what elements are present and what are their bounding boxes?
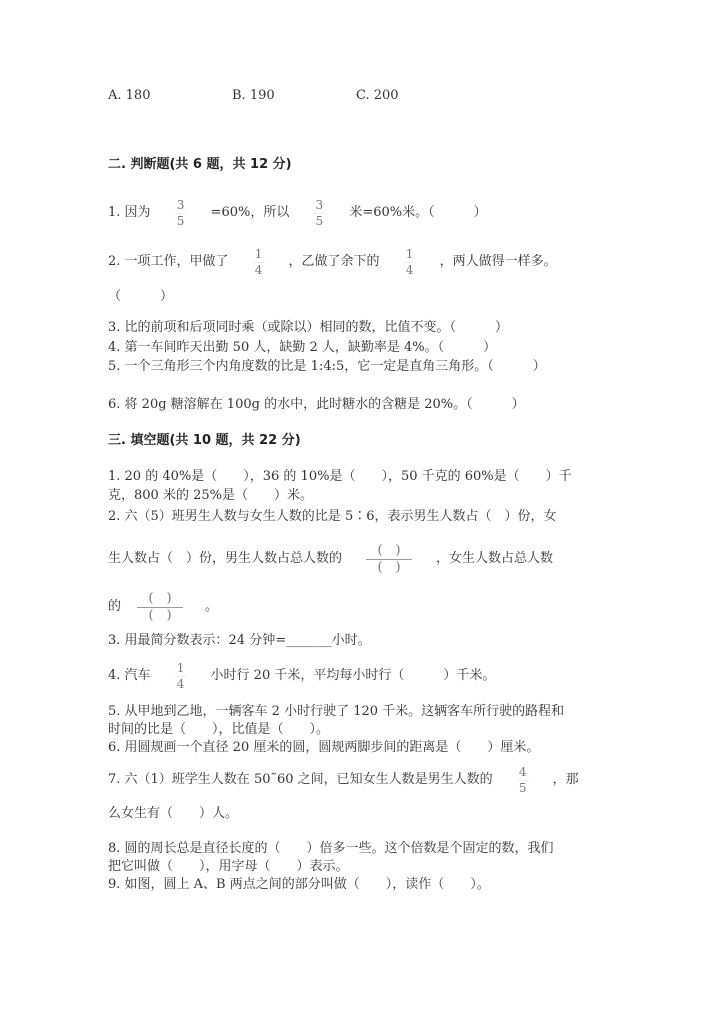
option-c: C. 200 — [356, 88, 399, 103]
fill-q6: 6. 用圆规画一个直径 20 厘米的圆，圆规两脚步间的距离是（ ）厘米。 — [108, 740, 540, 755]
fill-q8-line2: 把它叫做（ ），用字母（ ）表示。 — [108, 859, 349, 874]
judge-q4: 4. 第一车间昨天出勤 50 人，缺勤 2 人，缺勤率是 4%。（ ） — [108, 340, 497, 355]
text: 4. 汽车 — [108, 668, 151, 683]
fill-q5-line2: 时间的比是（ ），比值是（ ）。 — [108, 722, 330, 737]
judge-q5: 5. 一个三角形三个内角度数的比是 1:4:5，它一定是直角三角形。（ ） — [108, 359, 546, 374]
judge-q2 — [108, 246, 557, 277]
blank-fraction[interactable]: ( ) ( ) — [366, 543, 412, 576]
fill-q1-line1: 1. 20 的 40%是（ ），36 的 10%是（ ），50 千克的 60%是（ ）千 — [108, 469, 572, 484]
fraction-1-4: 1 4 — [175, 661, 187, 692]
text: 生人数占（ ）份，男生人数占总人数的 — [108, 551, 343, 566]
section-3-title: 三. 填空题(共 10 题，共 22 分) — [108, 433, 301, 448]
fill-q4 — [108, 660, 496, 691]
fill-q2-line1: 2. 六（5）班男生人数与女生人数的比是 5∶6，表示男生人数占（ ）份，女 — [108, 509, 557, 524]
judge-q1 — [108, 197, 487, 228]
fill-q5-line1: 5. 从甲地到乙地，一辆客车 2 小时行驶了 120 千米。这辆客车所行驶的路程和 — [108, 704, 565, 719]
fraction-3-5: 3 5 — [175, 198, 187, 229]
fraction-1-4: 1 4 — [253, 247, 265, 278]
text: ，两人做得一样多。 — [439, 254, 557, 269]
fraction-3-5: 3 5 — [313, 198, 325, 229]
fraction-1-4: 1 4 — [404, 247, 416, 278]
judge-q3: 3. 比的前项和后项同时乘（或除以）相同的数，比值不变。（ ） — [108, 320, 509, 335]
fill-q7-line2: 么女生有（ ）人。 — [108, 806, 239, 821]
text: 2. 一项工作，甲做了 — [108, 254, 229, 269]
option-a: A. 180 — [108, 88, 151, 103]
text: =60%，所以 — [210, 205, 290, 220]
text: 7. 六（1）班学生人数在 50˜60 之间，已知女生人数是男生人数的 — [108, 772, 493, 787]
text: 的 — [108, 599, 122, 614]
fill-q9: 9. 如图，圆上 A、B 两点之间的部分叫做（ ），读作（ ）。 — [108, 877, 490, 892]
fill-q2-line2 — [108, 542, 554, 575]
option-b: B. 190 — [232, 88, 275, 103]
fill-q8-line1: 8. 圆的周长总是直径长度的（ ）倍多一些。这个倍数是个固定的数，我们 — [108, 841, 554, 856]
fill-q2-line3 — [108, 590, 219, 623]
text: 。 — [205, 599, 219, 614]
fill-q3: 3. 用最简分数表示：24 分钟=_______小时。 — [108, 633, 371, 648]
fill-q1-line2: 克，800 米的 25%是（ ）米。 — [108, 488, 313, 503]
blank-fraction[interactable]: ( ) ( ) — [137, 591, 183, 624]
text: 米=60%米。（ ） — [349, 205, 487, 220]
text: 小时行 20 千米，平均每小时行（ ）千米。 — [210, 668, 496, 683]
section-2-title: 二. 判断题(共 6 题，共 12 分) — [108, 157, 292, 172]
judge-q6: 6. 将 20g 糖溶解在 100g 的水中，此时糖水的含糖是 20%。（ ） — [108, 397, 525, 412]
text: ，那 — [552, 772, 579, 787]
judge-q2-answer: （ ） — [108, 289, 174, 304]
fill-q7-line1 — [108, 764, 579, 795]
text: ，乙做了余下的 — [288, 254, 380, 269]
text: ，女生人数占总人数 — [436, 551, 554, 566]
fraction-4-5: 4 5 — [517, 765, 529, 796]
text: 1. 因为 — [108, 205, 151, 220]
